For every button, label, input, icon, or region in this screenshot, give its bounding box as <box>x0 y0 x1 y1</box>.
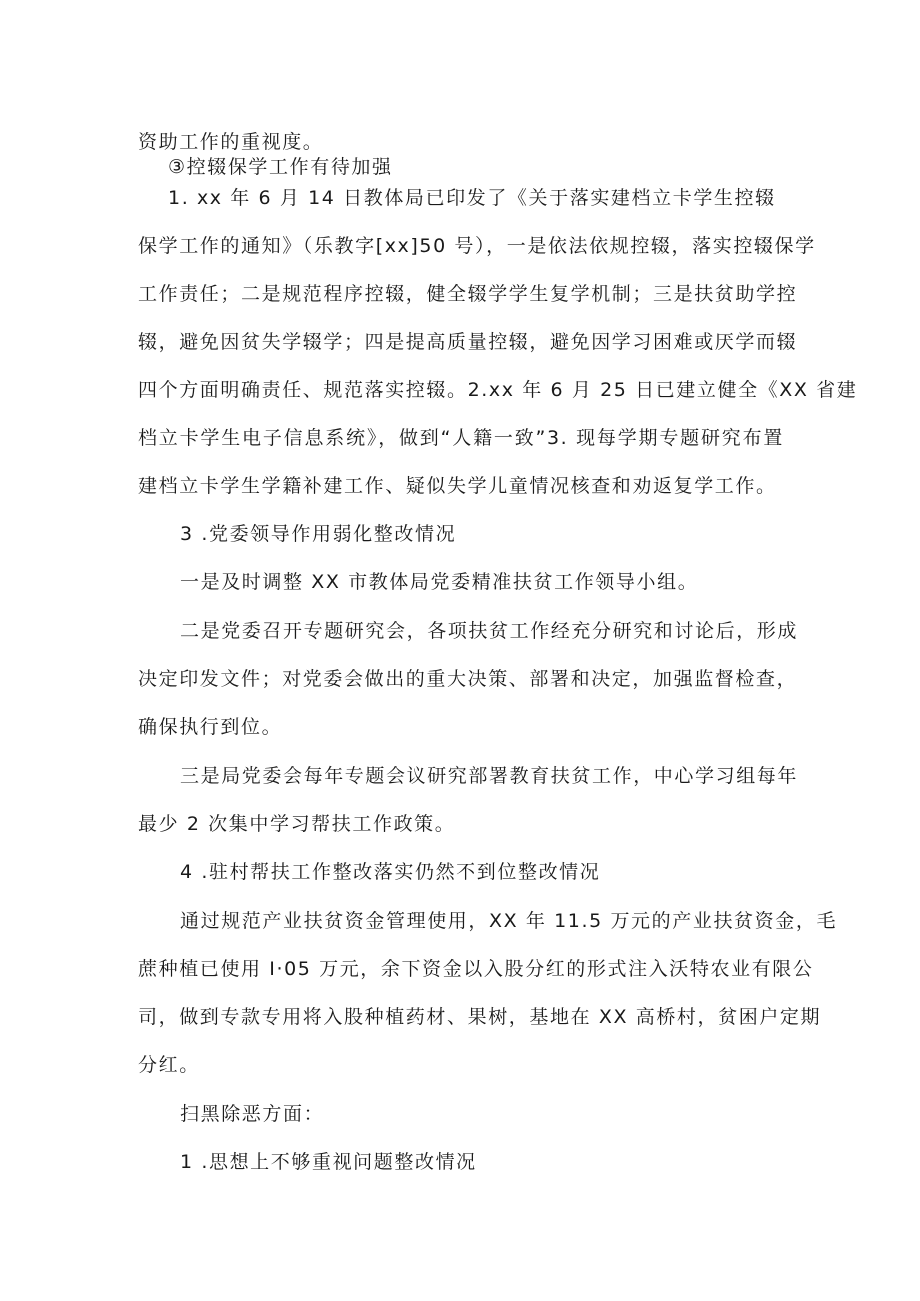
text-line: 三是局党委会每年专题会议研究部署教育扶贫工作，中心学习组每年 <box>180 765 799 787</box>
text-line: 资助工作的重视度。 <box>138 131 324 153</box>
text-line: 司，做到专款专用将入股种植药材、果树，基地在 XX 高桥村，贫困户定期 <box>138 1006 822 1028</box>
text-line: 档立卡学生电子信息系统》，做到“人籍一致”3. 现每学期专题研究布置 <box>138 427 784 449</box>
text-line: 蔗种植已使用 I·05 万元，余下资金以入股分红的形式注入沃特农业有限公 <box>138 958 814 980</box>
text-line: 辍，避免因贫失学辍学；四是提高质量控辍，避免因学习困难或厌学而辍 <box>138 331 798 353</box>
text-line: 分红。 <box>138 1054 200 1076</box>
section-heading: ③控辍保学工作有待加强 <box>168 156 393 178</box>
text-line: 建档立卡学生学籍补建工作、疑似失学儿童情况核查和劝返复学工作。 <box>138 475 777 497</box>
section-heading: 4 .驻村帮扶工作整改落实仍然不到位整改情况 <box>180 861 601 883</box>
section-heading: 3 .党委领导作用弱化整改情况 <box>180 523 457 545</box>
text-line: 二是党委召开专题研究会，各项扶贫工作经充分研究和讨论后，形成 <box>180 620 799 642</box>
text-line: 工作责任；二是规范程序控辍，健全辍学学生复学机制；三是扶贫助学控 <box>138 283 798 305</box>
text-line: 一是及时调整 XX 市教体局党委精准扶贫工作领导小组。 <box>180 571 699 593</box>
text-line: 最少 2 次集中学习帮扶工作政策。 <box>138 813 456 835</box>
section-heading: 1 .思想上不够重视问题整改情况 <box>180 1151 477 1173</box>
text-line: 四个方面明确责任、规范落实控辍。2.xx 年 6 月 25 日已建立健全《XX 省建 <box>138 379 858 401</box>
text-line: 决定印发文件；对党委会做出的重大决策、部署和决定，加强监督检查， <box>138 668 798 690</box>
text-line: 保学工作的通知》（乐教字[xx]50 号），一是依法依规控辍，落实控辍保学 <box>138 235 816 257</box>
section-heading: 扫黑除恶方面： <box>180 1103 325 1125</box>
text-line: 1. xx 年 6 月 14 日教体局已印发了《关于落实建档立卡学生控辍 <box>168 187 776 209</box>
text-line: 通过规范产业扶贫资金管理使用，XX 年 11.5 万元的产业扶贫资金，毛 <box>180 910 838 932</box>
text-line: 确保执行到位。 <box>138 716 283 738</box>
